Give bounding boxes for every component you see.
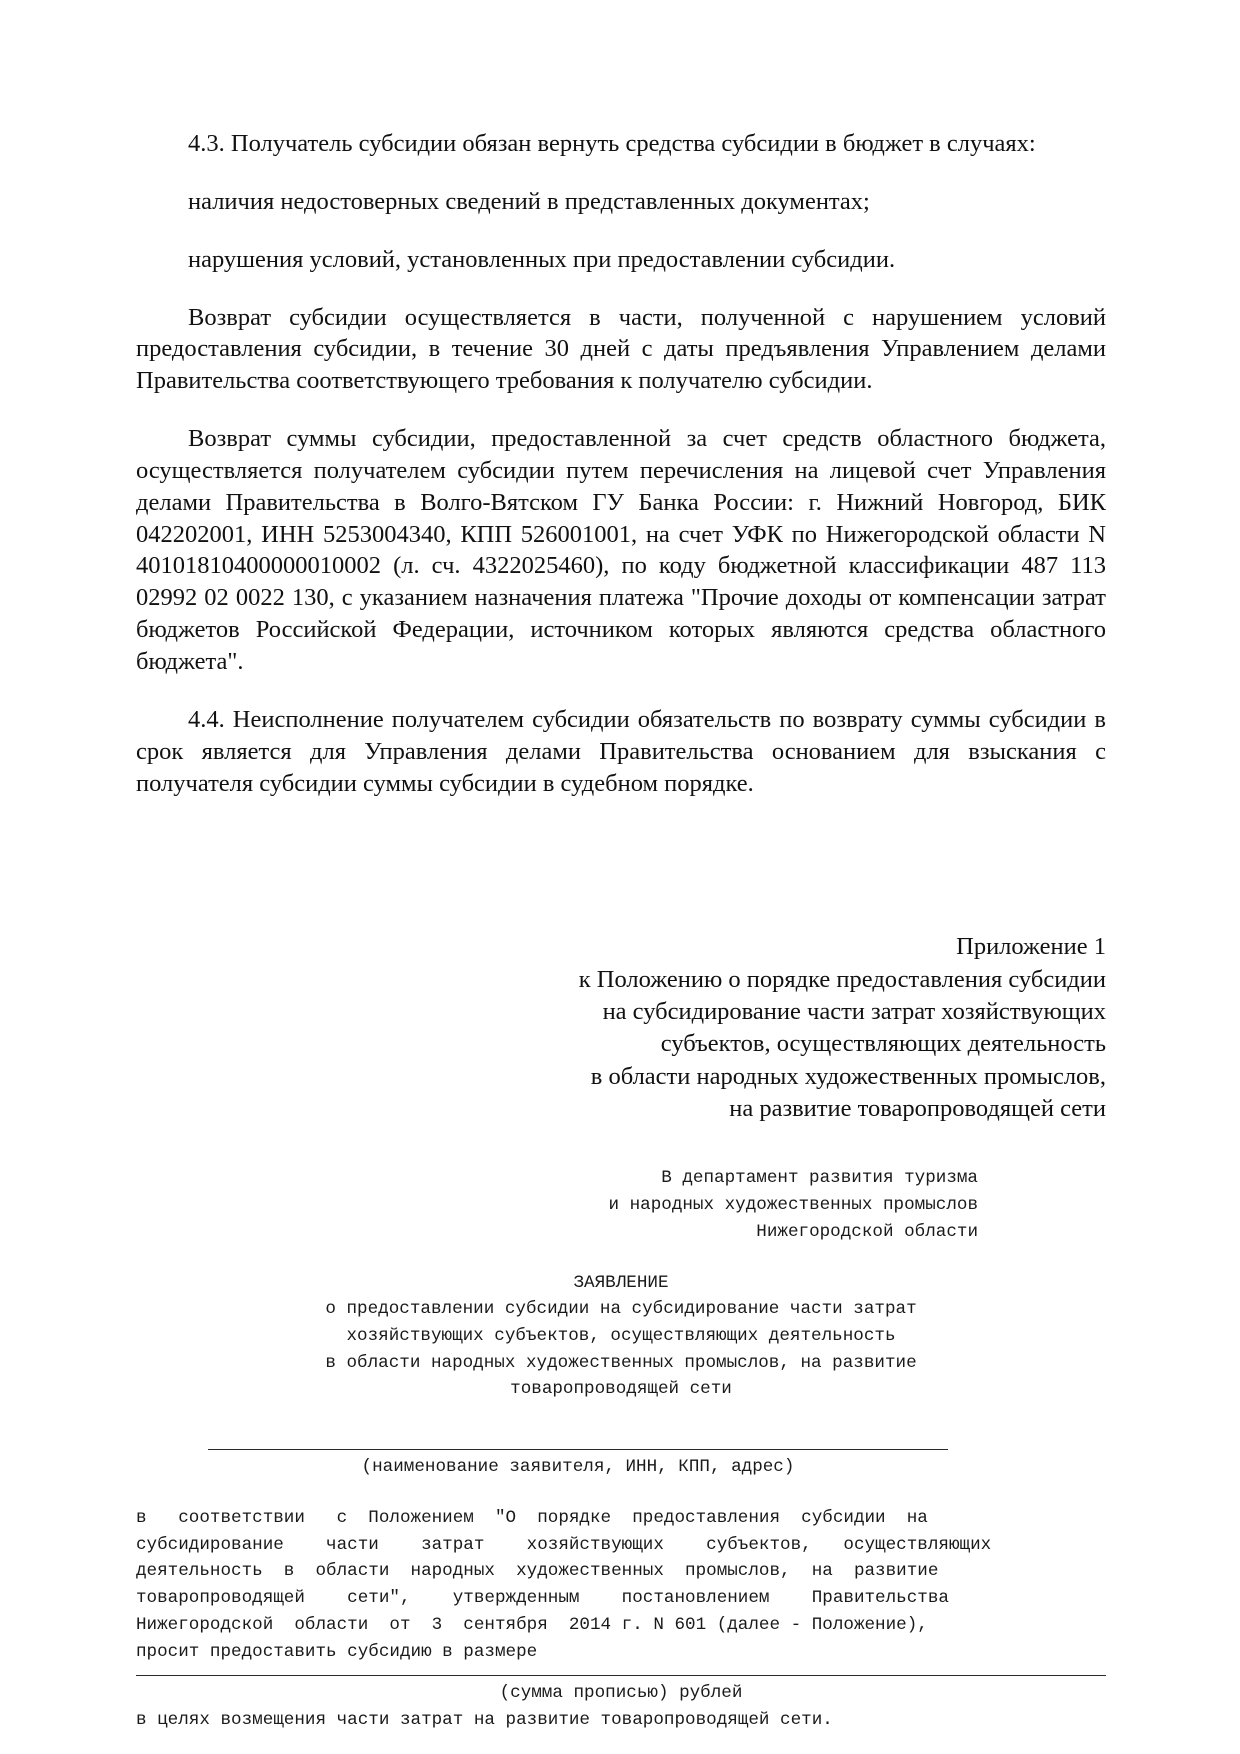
- sum-input-line[interactable]: [136, 1675, 1106, 1676]
- vertical-spacer: [136, 1246, 1106, 1270]
- addressee-line-2: и народных художественных промыслов: [608, 1195, 978, 1216]
- form-subtitle-line-1: о предоставлении субсидии на субсидирование части затрат: [325, 1299, 917, 1320]
- addressee-block: [136, 1165, 1106, 1245]
- vertical-spacer: [136, 799, 1106, 931]
- purpose-line: в целях возмещения части затрат на развитие товаропроводящей сети.: [136, 1710, 833, 1731]
- form-title: ЗАЯВЛЕНИЕ: [573, 1272, 669, 1293]
- applicant-input-line[interactable]: [208, 1449, 948, 1450]
- applicant-field-caption: (наименование заявителя, ИНН, КПП, адрес): [361, 1457, 795, 1478]
- statement-line-6: просит предоставить субсидию в размере: [136, 1641, 538, 1662]
- paragraph-clause-4-4: 4.4. Неисполнение получателем субсидии обязательств по возврату суммы субсидии в срок является для Управления делами Правительства основанием для взыскания с получателя субсидии суммы субсидии в судебном порядке.: [136, 705, 1106, 797]
- appendix-heading-line-4: субъектов, осуществляющих деятельность: [660, 1030, 1106, 1058]
- form-subtitle-line-2: хозяйствующих субъектов, осуществляющих деятельность: [346, 1325, 896, 1346]
- statement-line-5: Нижегородской области от 3 сентября 2014 г. N 601 (далее - Положение),: [136, 1614, 928, 1635]
- statement-line-1: в соответствии с Положением "О порядке предоставления субсидии на: [136, 1507, 928, 1528]
- application-form-section: [136, 1165, 1106, 1733]
- paragraph-clause-4-3: 4.3. Получатель субсидии обязан вернуть средства субсидии в бюджет в случаях:: [188, 130, 1036, 157]
- appendix-heading-line-1: Приложение 1: [956, 933, 1106, 961]
- applicant-field-group[interactable]: [136, 1449, 1106, 1481]
- appendix-heading: [136, 931, 1106, 1125]
- addressee-line-3: Нижегородской области: [756, 1221, 978, 1242]
- appendix-heading-line-2: к Положению о порядке предоставления субсидии: [578, 965, 1106, 993]
- statement-line-2: субсидирование части затрат хозяйствующих субъектов, осуществляющих: [136, 1534, 992, 1555]
- form-subtitle-line-3: в области народных художественных промыслов, на развитие: [325, 1352, 917, 1373]
- paragraph-condition-1: наличия недостоверных сведений в представленных документах;: [188, 187, 870, 215]
- vertical-spacer: [136, 1125, 1106, 1165]
- vertical-spacer: [136, 1481, 1106, 1505]
- appendix-heading-line-6: на развитие товаропроводящей сети: [729, 1094, 1106, 1122]
- addressee-line-1: В департамент развития туризма: [661, 1168, 978, 1189]
- paragraph-condition-2: нарушения условий, установленных при предоставлении субсидии.: [188, 245, 896, 273]
- sum-field-caption: (сумма прописью) рублей: [499, 1683, 743, 1704]
- appendix-heading-line-5: в области народных художественных промыслов,: [590, 1062, 1106, 1090]
- statement-body-block: [136, 1505, 1106, 1665]
- vertical-spacer: [136, 1403, 1106, 1443]
- sum-field-group[interactable]: [136, 1675, 1106, 1707]
- statement-line-3: деятельность в области народных художественных промыслов, на развитие: [136, 1561, 939, 1582]
- body-text-section: [136, 128, 1106, 799]
- paragraph-return-bank-details: Возврат суммы субсидии, предоставленной за счет средств областного бюджета, осуществляется получателем субсидии путем перечисления на лицевой счет Управления делами Правительства в Волго-Вятском ГУ Банка России: г. Нижний Новгород, БИК 042202001, ИНН 5253004340, КПП 526001001, на счет УФК по Нижегородской области N 40101810400000010002 (л. сч. 4322025460), по коду бюджетной классификации 487 113 02992 02 0022 130, с указанием назначения платежа "Прочие доходы от компенсации затрат бюджетов Российской Федерации, источником которых являются средства областного бюджета".: [136, 425, 1106, 675]
- statement-line-4: товаропроводящей сети", утвержденным постановлением Правительства: [136, 1588, 949, 1609]
- form-title-block: [136, 1270, 1106, 1404]
- paragraph-return-procedure: Возврат субсидии осуществляется в части, полученной с нарушением условий предоставления субсидии, в течение 30 дней с даты предъявления Управлением делами Правительства соответствующего требования к получателю субсидии.: [136, 303, 1106, 395]
- appendix-heading-line-3: на субсидирование части затрат хозяйствующих: [602, 998, 1106, 1025]
- form-subtitle-line-4: товаропроводящей сети: [510, 1379, 732, 1400]
